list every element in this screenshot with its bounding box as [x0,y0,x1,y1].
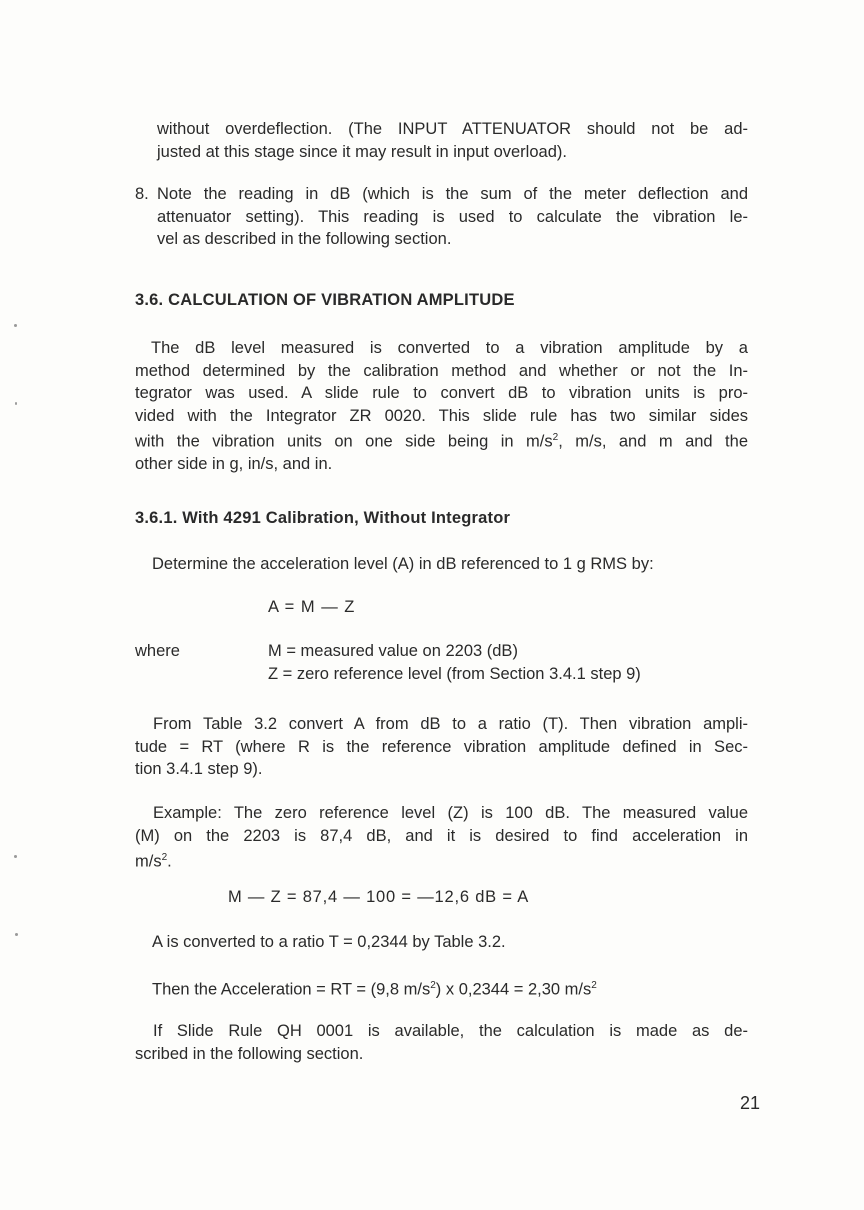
step-8-line: vel as described in the following section. [157,230,452,248]
slide-rule-line: scribed in the following section. [135,1044,364,1063]
example-line: Example: The zero reference level (Z) is 100 dB. The measured value [153,804,748,822]
superscript: 2 [552,432,559,443]
page-number: 21 [739,1093,760,1113]
section-3-6-line [135,427,748,453]
acceleration-text: Then the Acceleration = RT = (9,8 m/s [152,980,431,999]
section-3-6-line: other side in g, in/s, and in. [135,455,333,473]
units-text: , m/s, and m and the [558,432,748,451]
section-3-6-line: The dB level measured is converted to a vibration amplitude by a [151,339,748,357]
definition-m: M = measured value on 2203 (dB) [268,642,518,660]
superscript: 2 [591,980,597,991]
intro-line: without overdeflection. (The INPUT ATTENUATOR should not be ad- [157,120,748,138]
example-formula: M — Z = 87,4 — 100 = —12,6 dB = A [228,888,530,906]
table-line: tude = RT (where R is the reference vibration amplitude defined in Sec- [135,737,748,756]
example-unit: m/s [135,852,162,871]
slide-rule-line: If Slide Rule QH 0001 is available, the calculation is made as de- [153,1022,748,1040]
margin-speck [14,855,17,858]
where-label: where [135,642,180,660]
section-3-6-paragraph [135,337,748,476]
definition-z: Z = zero reference level (from Section 3.4.1 step 9) [268,664,641,683]
superscript: 2 [161,852,168,863]
acceleration-line [152,975,752,1001]
margin-speck [14,324,17,327]
section-heading-3-6-1: 3.6.1. With 4291 Calibration, Without Integrator [135,509,511,527]
example-period: . [167,852,172,871]
example-paragraph [135,802,748,873]
intro-paragraph [157,118,748,163]
ratio-line: A is converted to a ratio T = 0,2344 by Table 3.2. [152,933,506,951]
example-line: (M) on the 2203 is 87,4 dB, and it is desired to find acceleration in [135,826,748,845]
example-line [135,847,748,873]
margin-speck [15,933,18,936]
section-3-6-line: vided with the Integrator ZR 0020. This slide rule has two similar sides [135,406,748,425]
table-line: tion 3.4.1 step 9). [135,760,263,778]
margin-speck [15,402,17,405]
where-definitions [268,640,748,685]
superscript: 2 [430,980,436,991]
table-line: From Table 3.2 convert A from dB to a ratio (T). Then vibration ampli- [153,715,748,733]
section-heading-3-6: 3.6. CALCULATION OF VIBRATION AMPLITUDE [135,291,515,309]
intro-line: justed at this stage since it may result in input overload). [157,142,567,161]
determine-text: Determine the acceleration level (A) in dB referenced to 1 g RMS by: [152,555,654,573]
units-text: with the vibration units on one side being in m/s [135,432,553,451]
section-3-6-line: method determined by the calibration method and whether or not the In- [135,361,748,380]
step-8-paragraph [157,183,748,251]
table-paragraph [135,713,748,781]
acceleration-text: ) x 0,2344 = 2,30 m/s [435,980,592,999]
step-8-line: Note the reading in dB (which is the sum of the meter deflection and [157,185,748,203]
step-number: 8. [135,185,149,203]
formula-a: A = M — Z [268,598,356,616]
step-8-line: attenuator setting). This reading is used to calculate the vibration le- [157,207,748,226]
slide-rule-paragraph [135,1020,748,1065]
section-3-6-line: tegrator was used. A slide rule to convert dB to vibration units is pro- [135,384,748,402]
